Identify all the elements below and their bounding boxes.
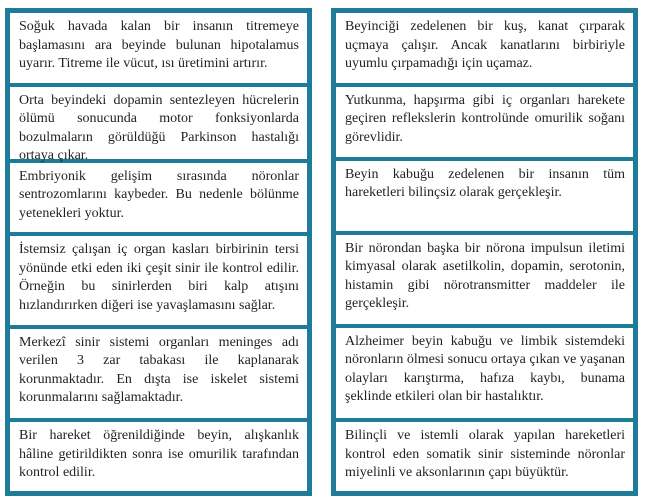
statement-cell[interactable]: Bir nörondan başka bir nörona impulsun iletimi kimyasal olarak asetilkolin, dopamin, serotonin, histamin gibi nörotransmitter maddeler ile gerçekleşir. [336, 235, 633, 324]
statement-cell[interactable]: Soğuk havada kalan bir insanın titremeye başlamasını ara beyinde bulunan hipotalamus uyarır. Titreme ile vücut, ısı üretimini artırır. [10, 13, 307, 83]
left-statement-column [5, 8, 312, 496]
right-statement-column [331, 8, 638, 496]
statement-cell[interactable]: Alzheimer beyin kabuğu ve limbik sistemdeki nöronların ölmesi sonucu ortaya çıkan ve yaşanan olayları karıştırma, hafıza kaybı, bunama şeklinde etkileri olan bir hastalıktır. [336, 328, 633, 418]
statement-cell[interactable]: Bir hareket öğrenildiğinde beyin, alışkanlık hâline getirildikten sonra ise omurilik tarafından kontrol edilir. [10, 422, 307, 491]
statement-cell[interactable]: Beyin kabuğu zedelenen bir insanın tüm hareketleri bilinçsiz olarak gerçekleşir. [336, 161, 633, 231]
statement-cell[interactable]: Yutkunma, hapşırma gibi iç organları harekete geçiren reflekslerin kontrolünde omurilik soğanı görevlidir. [336, 87, 633, 157]
statement-cell[interactable]: İstemsiz çalışan iç organ kasları birbirinin tersi yönünde etki eden iki çeşit sinir ile kontrol edilir. Örneğin bu sinirlerden biri kalp atışını hızlandırırken diğeri ise yavaşlamasını sağlar. [10, 236, 307, 325]
statement-cell[interactable]: Orta beyindeki dopamin sentezleyen hücrelerin ölümü sonucunda motor fonksiyonlarda bozulmaların görüldüğü Parkinson hastalığı ortaya çıkar. [10, 87, 307, 159]
statement-cell[interactable]: Beyinciği zedelenen bir kuş, kanat çırparak uçmaya çalışır. Ancak kanatlarını birbiriyle uyumlu çırpamadığı için uçamaz. [336, 13, 633, 83]
statement-cell[interactable]: Embriyonik gelişim sırasında nöronlar sentrozomlarını kaybeder. Bu nedenle bölünme yetenekleri yoktur. [10, 163, 307, 233]
statement-cell[interactable]: Bilinçli ve istemli olarak yapılan hareketleri kontrol eden somatik sinir sisteminde nöronlar miyelinli ve aksonlarının çapı büyüktür. [336, 422, 633, 491]
statement-cell[interactable]: Merkezî sinir sistemi organları meninges adı verilen 3 zar tabakası ile kaplanarak korunmaktadır. En dışta ise iskelet sistemi korunmalarını sağlamaktadır. [10, 329, 307, 419]
